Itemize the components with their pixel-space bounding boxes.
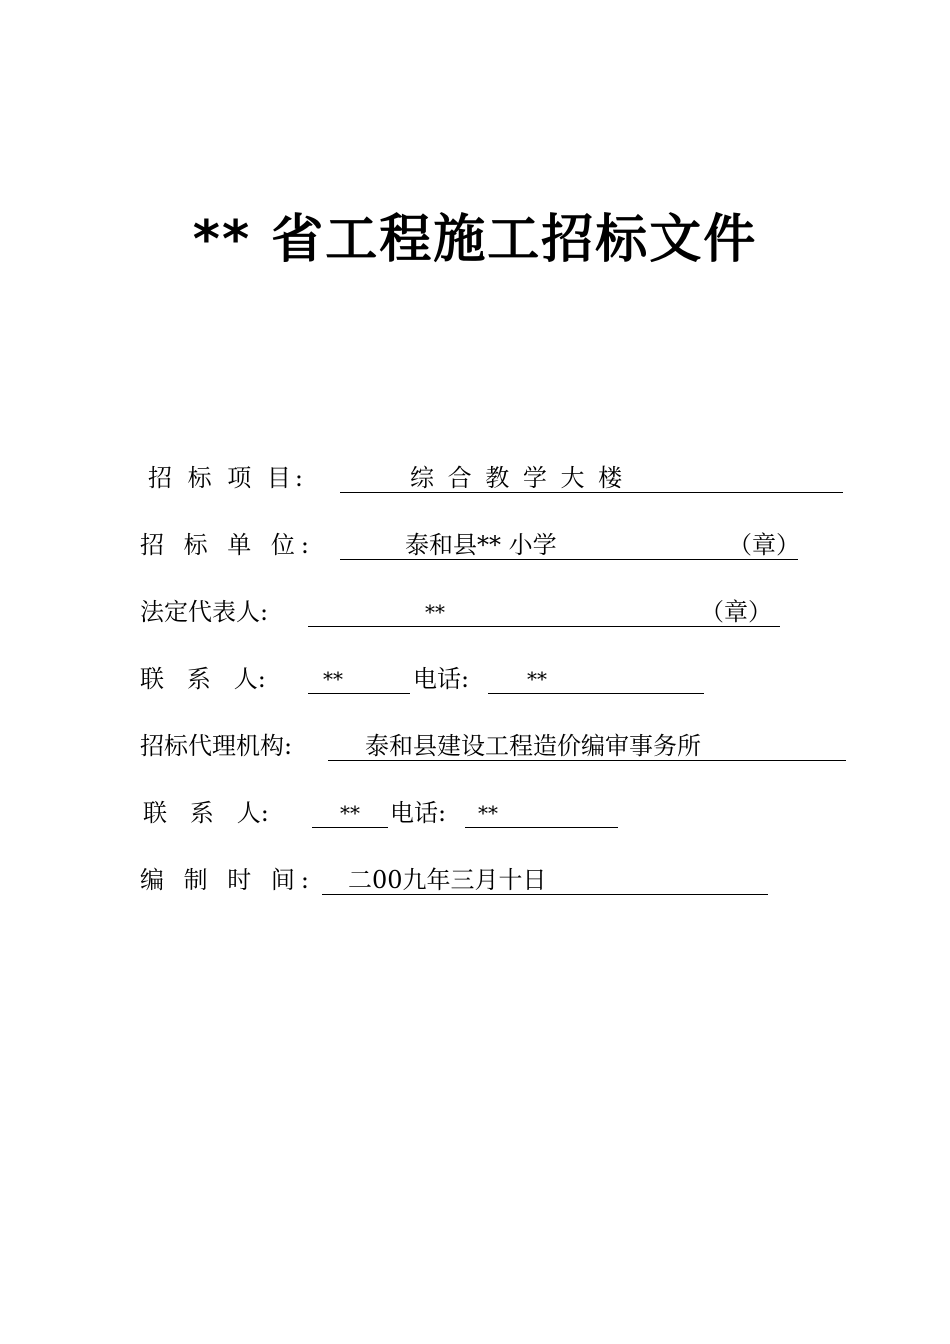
document-title: ** 省工程施工招标文件: [192, 210, 758, 270]
field-unit-value: 泰和县** 小学: [405, 531, 557, 559]
field-legal-rep: [0, 594, 950, 630]
field-agency: [0, 728, 950, 764]
field-unit-label: 招 标 单 位:: [140, 531, 315, 559]
field-agency-label: 招标代理机构:: [140, 732, 293, 760]
field-contact-1-label: 联 系 人:: [140, 665, 266, 693]
field-contact-2-label: 联 系 人:: [143, 799, 269, 827]
field-agency-value: 泰和县建设工程造价编审事务所: [365, 732, 701, 760]
field-date: [0, 862, 950, 898]
field-unit: [0, 527, 950, 563]
field-legal-rep-seal: （章）: [700, 598, 772, 626]
field-contact-1-phone-label: 电话:: [413, 665, 470, 693]
field-unit-seal: （章）: [728, 531, 800, 559]
field-date-label: 编 制 时 间:: [140, 866, 315, 894]
field-contact-2: [0, 795, 950, 831]
field-contact-2-phone-label: 电话:: [390, 799, 447, 827]
field-contact-2-value: **: [340, 801, 360, 825]
field-project-value: 综 合 教 学 大 楼: [410, 464, 626, 492]
field-contact-1-value: **: [323, 667, 343, 691]
field-contact-1-phone-value: **: [527, 667, 547, 691]
field-date-value: 二00九年三月十日: [348, 866, 547, 894]
field-project: [0, 460, 950, 496]
field-legal-rep-value: **: [425, 600, 445, 624]
field-project-label: 招 标 项 目:: [148, 464, 307, 492]
field-contact-2-phone-value: **: [478, 801, 498, 825]
field-legal-rep-label: 法定代表人:: [140, 598, 269, 626]
field-contact-1: [0, 661, 950, 697]
field-contact-1-phone-underline: [488, 693, 704, 694]
